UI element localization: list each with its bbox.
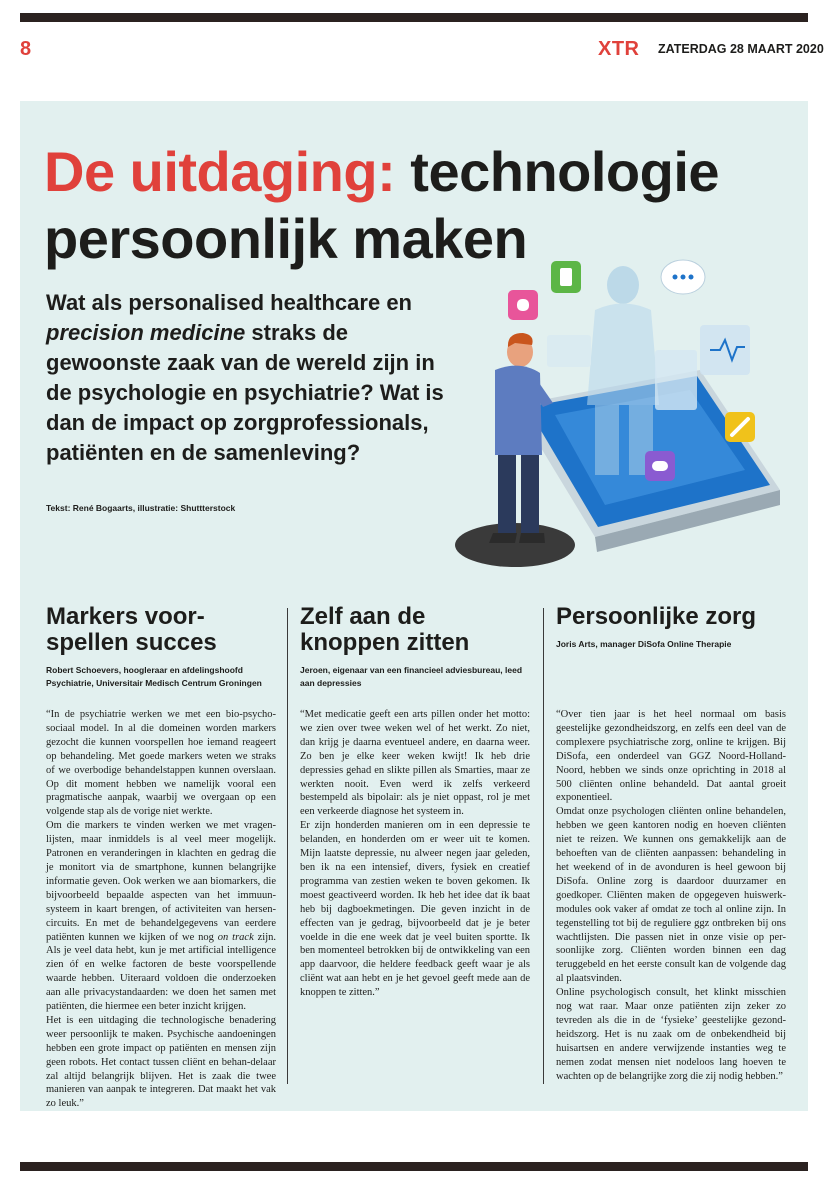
column-heading: Markers voor-spellen succes (46, 603, 217, 656)
bottom-rule (20, 1162, 808, 1171)
article-credit: Tekst: René Bogaarts, illustratie: Shuttterstock (46, 503, 236, 513)
issue-date: ZATERDAG 28 MAART 2020 (658, 42, 824, 56)
intro-part-1: Wat als personalised healthcare en (46, 290, 412, 315)
paragraph-text: Om die markers te vinden werken we met vragen-lijsten, maar inmiddels is al veel meer mogelijk. Patronen en veranderingen in klachten en gedrag die je monitort via de smartphone, kunnen belangrijke informatie geven. Ook werken we aan biomarkers, die bijvoorbeeld bepaalde aspecten van het immuun-systeem in kaart brengen, of activiteiten van hersen-circuits. En met de behandelgegevens van eerdere patiënten kunnen we kijken of we nog (46, 820, 276, 943)
paragraph-text: zijn. Als je veel data hebt, kun je met artificial intelligence zien óf en welke factoren de beste voorspellende waarde hebben. Uiteraard voldoen die onderzoeken aan alle privacystandaarden: we doen het samen met patiënten, die hiermee een beter inzicht krijgen. (46, 931, 277, 1013)
column-persoonlijke-zorg (556, 603, 786, 1082)
hologram-panel (700, 325, 750, 375)
column-body (300, 708, 530, 1000)
paragraph: “In de psychiatrie werken we met een bio-psycho-sociaal model. In al die domeinen worden markers gezocht die kunnen voorspellen hoe iemand reageert op behandeling. Met goede markers weten we straks of we overbodige behandelstappen kunnen overslaan. Op dit moment hebben we namelijk vooral een pragmatische aanpak, waarbij we overgaan op een volgende stap als de vorige niet werkte. (46, 709, 276, 818)
intro-emphasis: precision medicine (46, 320, 246, 345)
column-byline: Jeroen, eigenaar van een financieel adviesbureau, leed aan depressies (300, 665, 523, 688)
top-rule (20, 13, 808, 22)
column-zelf (300, 603, 530, 999)
chat-bubble-icon (661, 260, 705, 294)
column-byline: Joris Arts, manager DiSofa Online Therapie (556, 639, 732, 649)
paragraph-emphasis: on track (217, 931, 254, 943)
column-body (556, 708, 786, 1083)
hologram-panel (655, 350, 697, 410)
paragraph: Er zijn honderden manieren om in een depressie te belanden, en honderden om er weer uit te komen. Mijn laatste depressie, nu alweer negen jaar geleden, ben ik na een intensief, divers, fysiek en creatief programma van zestien weken te boven gekomen. Ik moest geactiveerd worden. Ik heb het idee dat ík baat heb bij dagboekmetingen. Die geven inzicht in de effecten van je gedrag, bijvoorbeeld dat je je beter voelde in die ene week dat je veel buiten sportte. Ik ben momenteel betrokken bij de ontwikkeling van een app daarvoor, die heldere feedback geeft waar je als cliënt wat aan hebt en je het gevoel geeft mede aan de knoppen te zitten.” (300, 820, 530, 999)
article-title (44, 138, 804, 272)
column-body (46, 708, 276, 1111)
column-divider (287, 608, 288, 1084)
pill-icon (645, 451, 675, 481)
title-highlight: De uitdaging: (44, 140, 396, 203)
syringe-icon (725, 412, 755, 442)
intro-part-2: straks de gewoonste zaak van de wereld zijn in de psychologie en psychiatrie? Wat is dan de impact op zorgprofessionals, patiënten en de samenleving? (46, 320, 444, 465)
title-rest: technologie persoonlijk maken (44, 140, 720, 270)
paragraph: Omdat onze psychologen cliënten online behandelen, hebben we geen kantoren nodig en hoeven cliënten niet te reizen. We kunnen ons gemakkelijk aan de behoeften van de cliënten aanpassen: behandeling in het weekend of in de avonduren is heel gewoon bij DiSofa. Online zorg is daardoor duurzamer en goedkoper. Cliënten maken de opgegeven huiswerk-modules ook vaker af omdat ze toch al online zijn. In tegenstelling tot bij de reguliere ggz ontbreken bij ons wachtlijsten. Die passen niet in onze visie op per-soonlijke zorg. Cliënten worden binnen een dag teruggebeld en het eerste consult kan de volgende dag al plaatsvinden. (556, 806, 786, 985)
paragraph: Het is een uitdaging die technologische benadering weer persoonlijk te maken. Psychische aandoeningen hebben een grote impact op patiënten en mensen zijn geen robots. Het contact tussen cliënt en behan-delaar zal altijd belangrijk blijven. Het is zaak die twee manieren van aanpak te integreren. Dat maakt het vak zo leuk.” (46, 1014, 276, 1110)
paragraph: Online psychologisch consult, het klinkt misschien nog wat raar. Maar onze patiënten zijn zeker zo tevreden als die in de ‘fysieke’ geestelijke gezond-heidszorg. Het is nu zaak om de onbekendheid bij huisartsen en andere verwijzende instanties weg te nemen zodat mensen niet nodeloos lang hoeven te wachten op de belangrijke zorg die zij nodig hebben.” (556, 987, 786, 1082)
healthcare-illustration (445, 255, 780, 590)
paragraph: “Over tien jaar is het heel normaal om basis geestelijke gezondheidszorg, en zelfs een deel van de complexere psychiatrische zorg, online te krijgen. Bij DiSofa, een onderdeel van GGZ Noord-Holland-Noord, hebben we sinds onze oprichting in 2018 al 500 cliënten online behandeld. Dat aantal groeit exponentieel. (556, 709, 786, 804)
medicine-bottle-icon (551, 261, 581, 293)
column-heading: Zelf aan de knoppen zitten (300, 603, 470, 656)
brand-logo: XTR (598, 38, 640, 60)
column-heading: Persoonlijke zorg (556, 603, 757, 630)
paragraph (46, 819, 276, 1014)
paragraph: “Met medicatie geeft een arts pillen onder het motto: we zien over twee weken wel of het werkt. Zo niet, dan krijg je daarna eventueel andere, en daarna weer. Zo ben je elke keer weken kwijt! Ik heb drie depressies gehad en slikte pillen als Smarties, maar ze werkten nooit. Even werd ik zelfs verkeerd bestempeld als bipolair: als je niet oppast, rol je met een verkeerde diagnose het systeem in. (300, 709, 530, 818)
column-byline: Robert Schoevers, hoogleraar en afdelingshoofd Psychiatrie, Universitair Medisch Centrum Groningen (46, 665, 262, 688)
page-number: 8 (20, 38, 32, 60)
pill-capsule-icon (508, 290, 538, 320)
column-markers (46, 603, 277, 1110)
article-intro (46, 288, 446, 468)
column-divider (543, 608, 544, 1084)
